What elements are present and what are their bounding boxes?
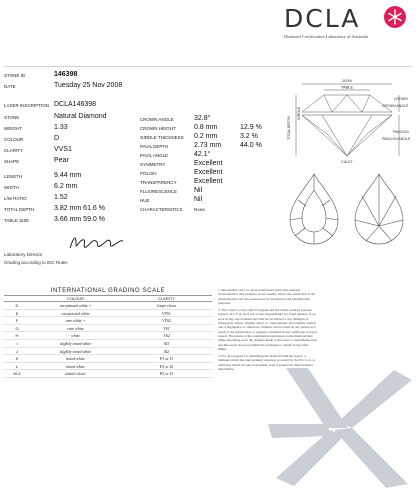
grading-scale-row xyxy=(4,310,212,318)
director-signature xyxy=(66,232,126,254)
stone-id-value: 146398 xyxy=(54,71,78,78)
grade-letter: H xyxy=(15,333,19,339)
detail-value: 9.44 mm xyxy=(54,172,82,179)
clarity-column-header: CLARITY xyxy=(158,296,175,301)
stone-id-label: STONE ID xyxy=(4,73,26,78)
proportion-percent: 12.9 % xyxy=(240,124,262,131)
colour-description: tinted white xyxy=(66,363,85,369)
proportion-percent: 3.2 % xyxy=(240,133,258,140)
crown-outline xyxy=(302,95,392,112)
proportion-value: Excellent xyxy=(194,178,223,185)
colour-description: slightly tinted white xyxy=(59,348,92,354)
grade-letter: J xyxy=(16,348,18,354)
detail-value: Natural Diamond xyxy=(54,113,107,120)
colour-description: tinted white xyxy=(66,356,85,362)
grading-scale-row xyxy=(4,363,212,371)
detail-label: CLARITY xyxy=(4,148,24,153)
proportion-label: PAVIL ANGLE xyxy=(140,153,169,158)
proportion-label: GIRDLE THICKNESS xyxy=(140,135,184,140)
date-value: Tuesday 25 Nov 2008 xyxy=(54,82,123,89)
colour-description: rare white xyxy=(67,325,84,331)
colour-description: slightly tinted white xyxy=(59,340,92,346)
detail-label: WEIGHT xyxy=(4,126,22,131)
proportion-value: Nil xyxy=(194,187,203,194)
detail-label: LENGTH xyxy=(4,174,23,179)
proportion-percent: 44.0 % xyxy=(240,142,262,149)
colour-column-header: COLOUR xyxy=(66,296,85,301)
detail-label: L/W RATIO xyxy=(4,196,27,201)
logo-subtitle: Diamond Certification Laboratory of Australia xyxy=(284,34,368,39)
proportion-label: CROWN HEIGHT xyxy=(140,126,176,131)
detail-label: TOTAL DEPTH xyxy=(4,207,35,212)
proportion-value: Nil xyxy=(194,196,203,203)
proportion-label: FLUORESCENCE xyxy=(140,189,178,194)
dcla-logo xyxy=(284,6,410,39)
detail-value: 1.52 xyxy=(54,194,68,201)
proportion-value: Excellent xyxy=(194,169,223,176)
diagram-table-label: TABLE xyxy=(340,84,354,90)
proportion-label: PAVIL DEPTH xyxy=(140,144,169,149)
clarity-grade: VS1 xyxy=(163,325,170,331)
grading-scale-title: INTERNATIONAL GRADING SCALE xyxy=(4,288,212,296)
disclaimer-paragraph: 1. Bed notable refer to: exceed and future particular external characteristics. The products do not usually reflect the actual size of the characteristics and have been used for description and identification purposes. xyxy=(218,288,316,305)
detail-value: 1.33 xyxy=(54,124,68,131)
grading-scale-row xyxy=(4,355,212,363)
detail-value: DCLA146398 xyxy=(54,101,97,108)
date-label: DATE xyxy=(4,84,16,89)
colour-description: exceptional white + xyxy=(59,303,92,308)
proportion-value: 32.8° xyxy=(194,115,211,122)
detail-label: STONE xyxy=(4,115,20,120)
proportion-label: POLISH xyxy=(140,171,157,176)
proportion-value: 42.1° xyxy=(194,151,211,158)
clarity-grade: P3 or I3 xyxy=(159,371,174,377)
clarity-grade: SI1 xyxy=(163,340,170,346)
grading-scale-row xyxy=(4,317,212,325)
colour-description: rare white + xyxy=(65,318,86,324)
proportion-value: Excellent xyxy=(194,160,223,167)
grade-letter: E xyxy=(15,310,19,316)
detail-value: 3.82 mm 61.6 % xyxy=(54,205,105,212)
diagram-crown-angle-label: CROWN ANGLE xyxy=(382,104,409,108)
clarity-grade: P1 or I1 xyxy=(159,356,174,362)
logo-star-icon xyxy=(384,6,406,28)
grade-letter: F xyxy=(15,318,19,324)
detail-label: SHAPE xyxy=(4,159,20,164)
proportion-label: CHARACTERISTICS xyxy=(140,207,183,212)
clarity-grade: loupe clean xyxy=(157,303,176,308)
pavilion-outline xyxy=(302,115,392,156)
proportion-label: HUE xyxy=(140,198,150,203)
grade-letter: G xyxy=(15,325,19,331)
clarity-grade: VVS1 xyxy=(162,310,171,316)
diagram-culet-label: CULET xyxy=(341,160,353,164)
clarity-grade: VS2 xyxy=(163,333,170,339)
grading-scale-table xyxy=(4,288,212,378)
pear-plot-diagrams xyxy=(282,170,412,248)
proportion-label: SYMMETRY xyxy=(140,162,166,167)
colour-description: tinted colour xyxy=(65,371,86,377)
logo-text: DCLA xyxy=(284,4,361,33)
disclaimer-paragraph: 3. For all purposes for identifying the diamond with the report, a diamond which has appropriately attention or sealed by the D.C.L.A. or otherwise which become reasonable, even if present its characteristics identifiable. xyxy=(218,354,316,372)
detail-value: 3.66 mm 59.0 % xyxy=(54,216,105,223)
grading-scale-row xyxy=(4,332,212,340)
diagram-crown-label: CROWN xyxy=(394,97,408,101)
proportion-value: 0.2 mm xyxy=(194,133,218,140)
detail-label: TABLE SIZE xyxy=(4,218,30,223)
grading-scale-row xyxy=(4,302,212,310)
proportion-value: 2.73 mm xyxy=(194,142,222,149)
profile-diagram xyxy=(282,76,412,166)
detail-label: LASER INSCRIPTION xyxy=(4,103,50,108)
clarity-grade: P2 or I2 xyxy=(159,363,174,369)
clarity-grade: VVS2 xyxy=(162,318,171,324)
grading-scale-row xyxy=(4,325,212,333)
detail-label: WIDTH xyxy=(4,185,19,190)
detail-value: Pear xyxy=(54,157,69,164)
proportion-value: None xyxy=(194,207,205,212)
grading-scale-row xyxy=(4,348,212,356)
detail-value: VVS1 xyxy=(54,146,72,153)
grade-letter: D xyxy=(15,303,19,308)
diagram-pavilion-label: PAVILION xyxy=(393,130,409,134)
grade-letter: M-Z xyxy=(13,371,21,377)
detail-label: COLOUR xyxy=(4,137,24,142)
grading-rules-label: Grading according to IDC Rules xyxy=(4,260,68,265)
colour-description: white xyxy=(71,333,80,339)
top-divider xyxy=(4,66,412,67)
diagram-total-depth-label: TOTAL DEPTH xyxy=(287,116,291,140)
diagram-pavilion-angle-label: PAVILION ANGLE xyxy=(382,137,411,141)
disclaimer-notes xyxy=(218,288,318,374)
diagram-girdle-label: GIRDLE xyxy=(297,106,301,120)
grade-letter: K xyxy=(15,356,19,362)
detail-value: 6.2 mm xyxy=(54,183,78,190)
disclaimer-paragraph: 2. This report is only valid if original and has all the security features present. D.C.L.A. does not accept responsibility for fraud, misuse, or an error in any report issued and will not be liable for any damages of whatsoever nature, whether direct or consequential, and whether arising out of negligence or otherwise. Without can be relied on any person as a result of the information or opinions contained in any certificate or report issued. The results of the examination performed on the diamond may differ depending upon the changes made to the stone or instruments used and this report does not enable the purchaser to obtain strong other things. xyxy=(218,308,318,351)
proportion-label: TRANSPARENCY xyxy=(140,180,177,185)
diagram-top-label: 100% xyxy=(341,78,353,83)
grade-letter: L xyxy=(15,363,19,369)
director-label: Laboratory Director xyxy=(4,252,43,257)
grading-scale-row xyxy=(4,340,212,348)
detail-value: D xyxy=(54,135,60,142)
proportion-value: 0.8 mm xyxy=(194,124,218,131)
grade-letter: I xyxy=(16,340,18,346)
proportion-label: CROWN ANGLE xyxy=(140,117,174,122)
clarity-grade: SI2 xyxy=(163,348,170,354)
star-watermark-icon xyxy=(268,366,414,490)
grading-scale-row xyxy=(4,370,212,378)
colour-description: exceptional white xyxy=(61,310,90,316)
